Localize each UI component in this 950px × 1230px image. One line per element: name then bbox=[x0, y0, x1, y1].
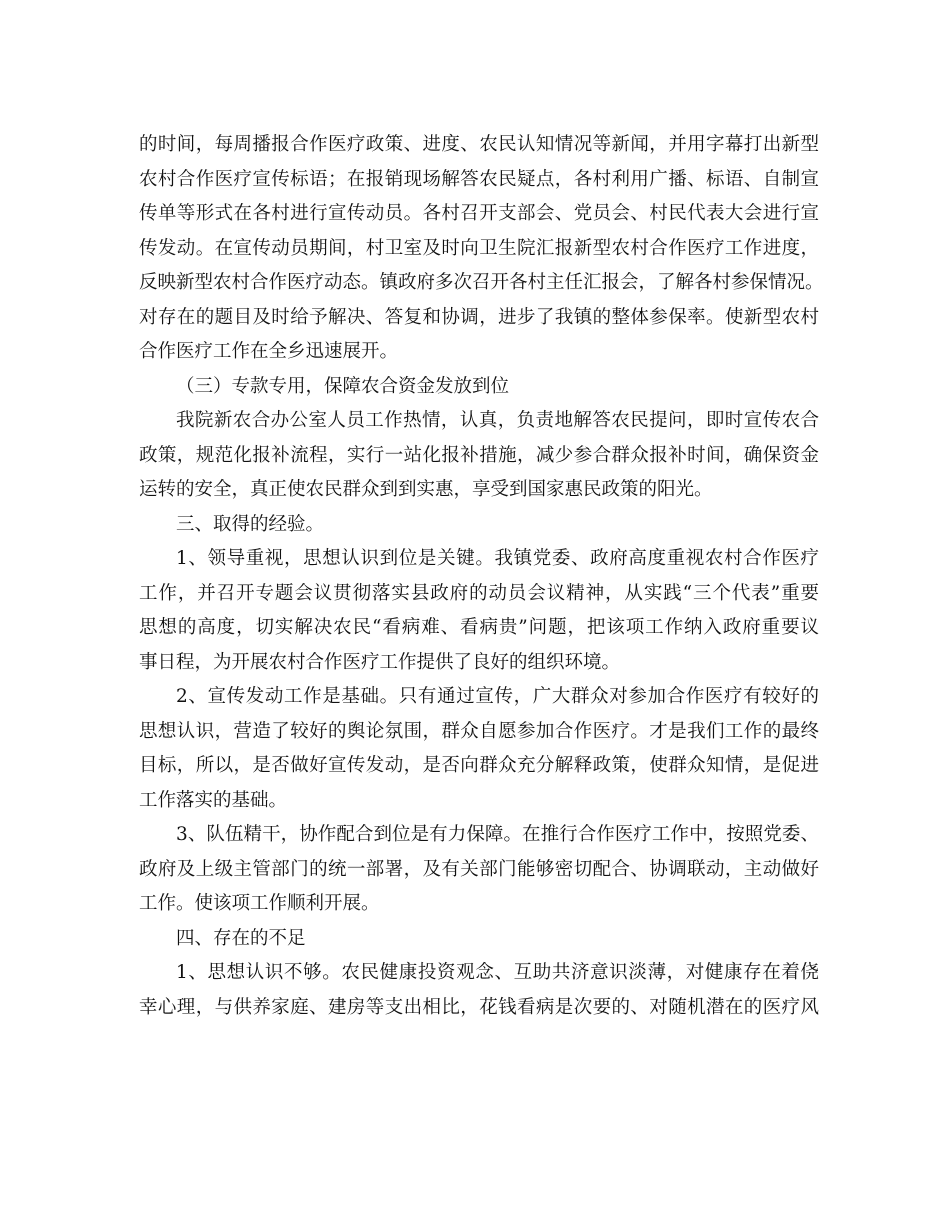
text-line: 合作医疗工作在全乡迅速展开。 bbox=[139, 341, 399, 362]
text-line: 反映新型农村合作医疗动态。镇政府多次召开各村主任汇报会，了解各村参保情况。 bbox=[139, 272, 824, 293]
text-line: 目标，所以，是否做好宣传发动，是否向群众充分解释政策，使群众知情，是促进 bbox=[139, 755, 819, 776]
text-line: 的时间，每周播报合作医疗政策、进度、农民认知情况等新闻，并用字幕打出新型 bbox=[139, 134, 819, 155]
text-line: 运转的安全，真正使农民群众到到实惠，享受到国家惠民政策的阳光。 bbox=[139, 479, 713, 500]
text-line: 1、领导重视，思想认识到位是关键。我镇党委、政府高度重视农村合作医疗 bbox=[176, 548, 819, 569]
text-line: 工作，并召开专题会议贯彻落实县政府的动员会议精神，从实践“三个代表”重要 bbox=[139, 582, 819, 604]
text-line: 思想的高度，切实解决农民“看病难、看病贵”问题，把该项工作纳入政府重要议 bbox=[139, 617, 819, 638]
text-line: 我院新农合办公室人员工作热情，认真，负责地解答农民提问，即时宣传农合 bbox=[176, 410, 819, 431]
text-line: 传发动。在宣传动员期间，村卫室及时向卫生院汇报新型农村合作医疗工作进度， bbox=[139, 237, 819, 259]
text-line: 传单等形式在各村进行宣传动员。各村召开支部会、党员会、村民代表大会进行宣 bbox=[139, 203, 819, 224]
text-line: 幸心理，与供养家庭、建房等支出相比，花钱看病是次要的、对随机潜在的医疗风 bbox=[139, 996, 819, 1018]
text-line: 工作。使该项工作顺利开展。 bbox=[139, 893, 380, 914]
text-line: 事日程，为开展农村合作医疗工作提供了良好的组织环境。 bbox=[139, 651, 621, 673]
text-line: 3、队伍精干，协作配合到位是有力保障。在推行合作医疗工作中，按照党委、 bbox=[176, 824, 819, 845]
section-heading: 三、取得的经验。 bbox=[176, 513, 325, 535]
section-heading: 四、存在的不足 bbox=[176, 927, 306, 949]
section-heading: （三）专款专用，保障农合资金发放到位 bbox=[176, 375, 510, 397]
text-line: 工作落实的基础。 bbox=[139, 789, 288, 811]
text-line: 思想认识，营造了较好的舆论氛围，群众自愿参加合作医疗。才是我们工作的最终 bbox=[139, 720, 819, 742]
text-line: 1、思想认识不够。农民健康投资观念、互助共济意识淡薄，对健康存在着侥 bbox=[176, 962, 819, 983]
text-line: 政府及上级主管部门的统一部署，及有关部门能够密切配合、协调联动，主动做好 bbox=[139, 858, 819, 880]
document-body bbox=[139, 128, 824, 1025]
text-line: 政策，规范化报补流程，实行一站化报补措施，减少参合群众报补时间，确保资金 bbox=[139, 444, 819, 466]
text-line: 对存在的题目及时给予解决、答复和协调，进步了我镇的整体参保率。使新型农村 bbox=[139, 306, 819, 328]
text-line: 农村合作医疗宣传标语；在报销现场解答农民疑点，各村利用广播、标语、自制宣 bbox=[139, 168, 819, 190]
text-line: 2、宣传发动工作是基础。只有通过宣传，广大群众对参加合作医疗有较好的 bbox=[176, 686, 819, 707]
